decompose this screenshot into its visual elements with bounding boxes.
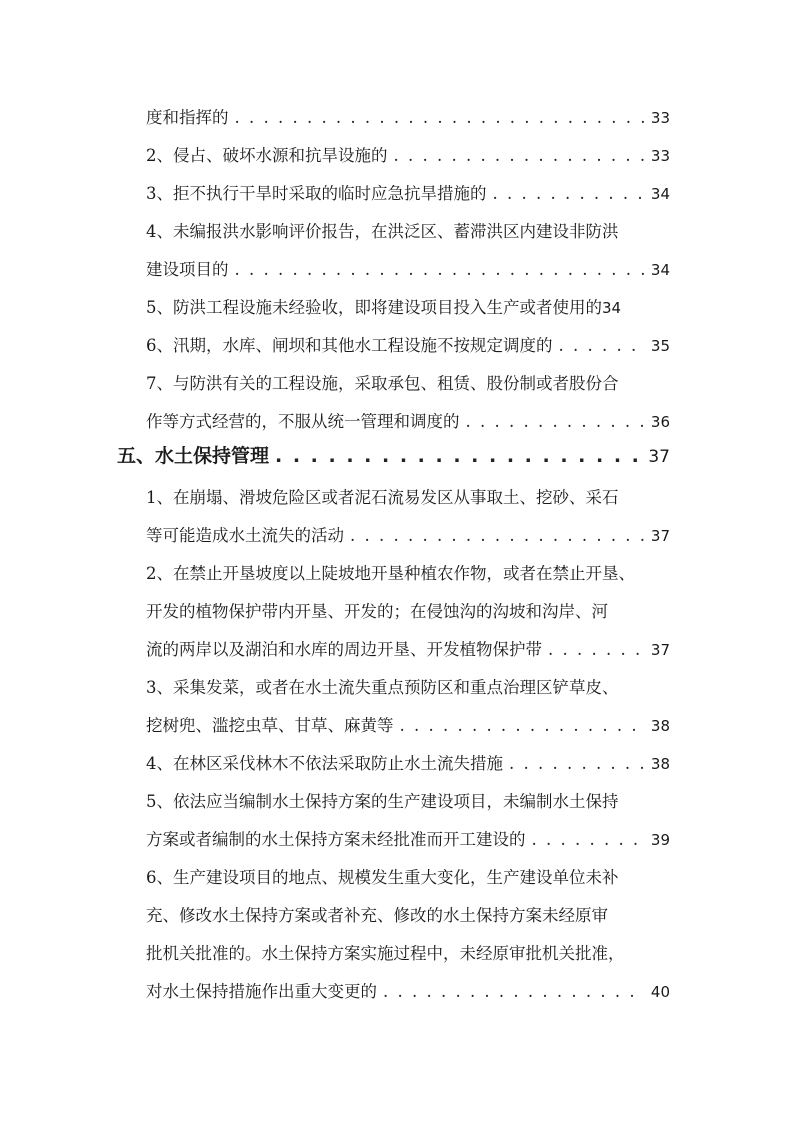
toc-entry-text: 6、生产建设项目的地点、规模发生重大变化，生产建设单位未补 — [146, 868, 619, 887]
toc-page-number: 38 — [650, 755, 670, 773]
toc-entry-text: 建设项目的 — [146, 260, 229, 279]
toc-entry[interactable] — [146, 973, 670, 1011]
toc-leader-dots — [532, 821, 645, 859]
toc-page-number: 35 — [650, 337, 670, 355]
toc-page-number: 37 — [650, 641, 670, 659]
toc-entry-text: 5、依法应当编制水土保持方案的生产建设项目，未编制水土保持 — [146, 792, 619, 811]
toc-entry[interactable] — [146, 403, 670, 441]
toc-leader-dots — [350, 517, 645, 555]
toc-leader-dots — [235, 251, 645, 289]
toc-entry[interactable] — [146, 517, 670, 555]
toc-entry[interactable] — [146, 365, 670, 403]
toc-entry-text: 充、修改水土保持方案或者补充、修改的水土保持方案未经原审 — [146, 906, 608, 925]
toc-entry[interactable] — [146, 555, 670, 593]
toc-entry[interactable] — [146, 859, 670, 897]
toc-entry[interactable] — [146, 707, 670, 745]
toc-entry-text: 对水土保持措施作出重大变更的 — [146, 982, 377, 1001]
toc-page-number: 33 — [650, 147, 670, 165]
toc-entry[interactable] — [146, 327, 670, 365]
toc-entry-text: 3、拒不执行干旱时采取的临时应急抗旱措施的 — [146, 184, 487, 203]
toc-entry[interactable] — [146, 99, 670, 137]
toc-page-number: 34 — [650, 185, 670, 203]
toc-entry[interactable] — [146, 631, 670, 669]
toc-entry-text: 4、在林区采伐林木不依法采取防止水土流失措施 — [146, 754, 503, 773]
toc-entry[interactable] — [146, 897, 670, 935]
toc-entry-text: 作等方式经营的，不服从统一管理和调度的 — [146, 412, 460, 431]
toc-section-title: 五、水土保持管理 — [117, 445, 270, 467]
toc-entry[interactable] — [146, 783, 670, 821]
toc-leader-dots — [559, 327, 645, 365]
toc-leader-dots — [383, 973, 645, 1011]
toc-leader-dots — [548, 631, 645, 669]
toc-page-number: 34 — [602, 299, 622, 317]
toc-page-number: 39 — [650, 831, 670, 849]
toc-entry[interactable] — [146, 669, 670, 707]
toc-entry[interactable] — [146, 593, 670, 631]
toc-entry-text: 4、未编报洪水影响评价报告，在洪泛区、蓄滞洪区内建设非防洪 — [146, 222, 619, 241]
toc-leader-dots — [466, 403, 645, 441]
toc-entry[interactable] — [146, 251, 670, 289]
toc-entry-text: 7、与防洪有关的工程设施，采取承包、租赁、股份制或者股份合 — [146, 374, 619, 393]
toc-entry-text: 挖树兜、滥挖虫草、甘草、麻黄等 — [146, 716, 394, 735]
toc-entry-text: 流的两岸以及湖泊和水库的周边开垦、开发植物保护带 — [146, 640, 542, 659]
toc-entry-text: 2、侵占、破坏水源和抗旱设施的 — [146, 146, 388, 165]
toc-page-number: 36 — [650, 413, 670, 431]
toc-entry-text: 2、在禁止开垦坡度以上陡坡地开垦种植农作物，或者在禁止开垦、 — [146, 564, 635, 583]
toc-leader-dots — [394, 137, 645, 175]
toc-entry[interactable] — [146, 289, 670, 327]
toc-entry[interactable] — [146, 213, 670, 251]
toc-leader-dots — [400, 707, 645, 745]
toc-entry[interactable] — [146, 935, 670, 973]
toc-leader-dots — [509, 745, 645, 783]
toc-entry-text: 1、在崩塌、滑坡危险区或者泥石流易发区从事取土、挖砂、采石 — [146, 488, 619, 507]
toc-entry-text: 5、防洪工程设施未经验收，即将建设项目投入生产或者使用的 — [146, 298, 602, 317]
toc-page-number: 37 — [648, 447, 670, 467]
toc-page-number: 40 — [650, 983, 670, 1001]
toc-entry-text: 3、采集发菜，或者在水土流失重点预防区和重点治理区铲草皮、 — [146, 678, 619, 697]
toc-entry[interactable] — [146, 137, 670, 175]
toc-entry-text: 批机关批准的。水土保持方案实施过程中，未经原审批机关批准， — [146, 944, 625, 963]
toc-page-number: 38 — [650, 717, 670, 735]
toc-entry-text: 等可能造成水土流失的活动 — [146, 526, 344, 545]
toc-page-number: 34 — [650, 261, 670, 279]
toc-entry-text: 度和指挥的 — [146, 108, 229, 127]
toc-entry-text: 6、汛期，水库、闸坝和其他水工程设施不按规定调度的 — [146, 336, 553, 355]
toc-leader-dots — [493, 175, 645, 213]
toc-entry[interactable] — [146, 745, 670, 783]
toc-entry-text: 方案或者编制的水土保持方案未经批准而开工建设的 — [146, 830, 526, 849]
toc-entry[interactable] — [146, 175, 670, 213]
toc-leader-dots — [235, 99, 645, 137]
toc-page-number: 33 — [650, 109, 670, 127]
toc-entry[interactable] — [146, 821, 670, 859]
toc-entry-text: 开发的植物保护带内开垦、开发的；在侵蚀沟的沟坡和沟岸、河 — [146, 602, 608, 621]
toc-leader-dots — [275, 437, 642, 475]
toc-section-heading[interactable] — [117, 437, 670, 475]
toc-page-number: 37 — [650, 527, 670, 545]
toc-entry[interactable] — [146, 479, 670, 517]
